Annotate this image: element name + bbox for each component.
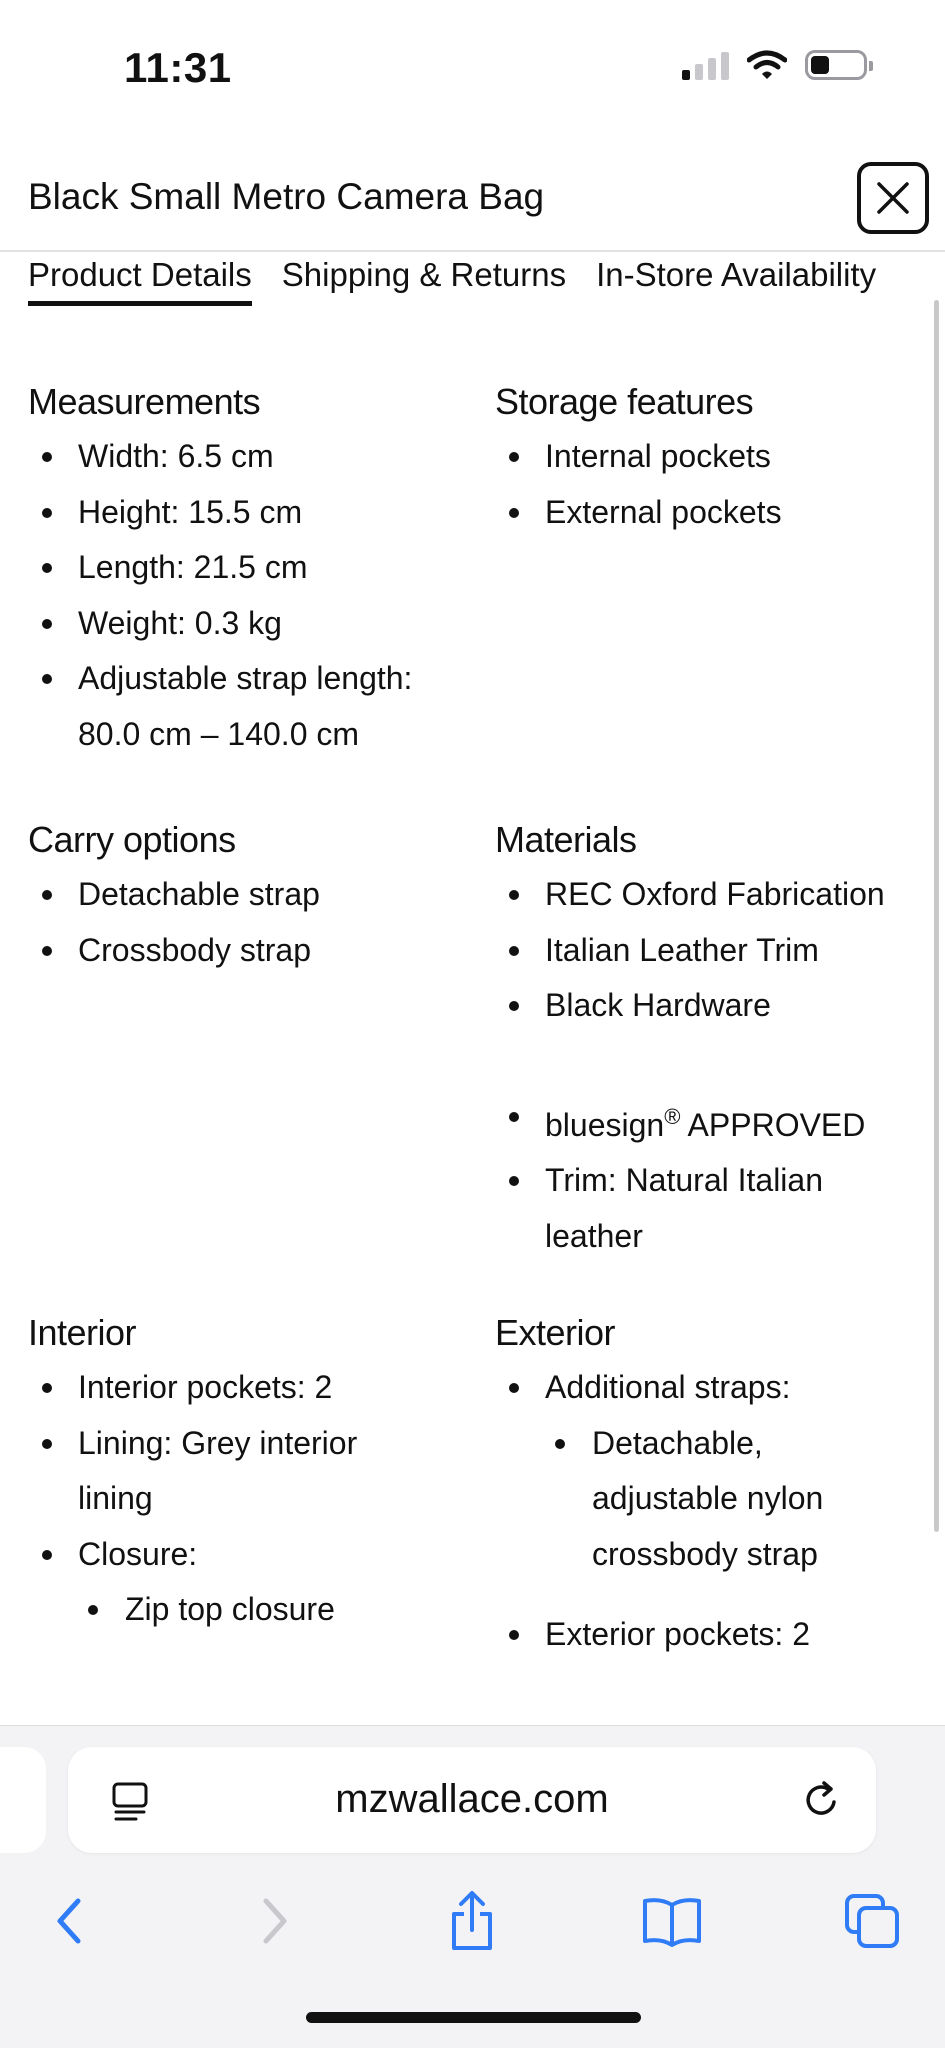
list-item: External pockets: [495, 485, 935, 541]
list-item: Height: 15.5 cm: [28, 485, 468, 541]
list-item: [28, 1416, 468, 1527]
cellular-signal-icon: [682, 50, 729, 80]
page-title: Black Small Metro Camera Bag: [28, 176, 545, 217]
list-item-line: Detachable,: [592, 1424, 763, 1461]
product-details-content: [0, 370, 945, 1725]
browser-toolbar: [0, 1881, 945, 1967]
close-button[interactable]: [857, 162, 929, 234]
storage-section: [495, 381, 935, 540]
section-title: Storage features: [495, 381, 754, 422]
materials-section: [495, 819, 935, 1264]
list-item: [495, 1089, 935, 1154]
wifi-icon: [747, 50, 787, 80]
close-icon: [875, 180, 911, 216]
list-item: Closure:: [28, 1527, 468, 1583]
interior-section: [28, 1312, 468, 1638]
list-item: Detachable strap: [28, 867, 468, 923]
browser-bar: [0, 1725, 945, 2048]
list-item-line: crossbody strap: [592, 1535, 818, 1572]
reload-icon[interactable]: [800, 1778, 844, 1822]
exterior-section: [495, 1312, 935, 1663]
bluesign-text: bluesign: [545, 1106, 665, 1143]
section-title: Interior: [28, 1312, 137, 1353]
interior-list: [28, 1360, 468, 1638]
list-item: [28, 651, 468, 762]
measurements-section: [28, 381, 468, 762]
share-icon: [446, 1890, 498, 1952]
previous-tab-peek[interactable]: [0, 1747, 46, 1853]
book-icon: [641, 1895, 703, 1947]
section-title: Exterior: [495, 1312, 616, 1353]
approved-text: APPROVED: [687, 1106, 866, 1143]
forward-button[interactable]: [234, 1881, 314, 1961]
carry-options-section: [28, 819, 468, 978]
tab-product-details[interactable]: Product Details: [28, 256, 252, 306]
storage-list: [495, 429, 935, 540]
list-item: [495, 1153, 935, 1264]
list-item: REC Oxford Fabrication: [495, 867, 935, 923]
list-item: Black Hardware: [495, 978, 935, 1034]
address-bar[interactable]: [68, 1747, 876, 1853]
section-title: Carry options: [28, 819, 236, 860]
sub-list-item: Zip top closure: [28, 1582, 468, 1638]
list-item: Internal pockets: [495, 429, 935, 485]
list-item: Italian Leather Trim: [495, 923, 935, 979]
product-header: [0, 140, 945, 252]
list-item: Exterior pockets: 2: [495, 1607, 935, 1663]
list-item-line: 80.0 cm – 140.0 cm: [78, 715, 360, 752]
tabs-button[interactable]: [832, 1881, 912, 1961]
sub-list-item: [495, 1416, 935, 1583]
list-item: Weight: 0.3 kg: [28, 596, 468, 652]
list-item: Crossbody strap: [28, 923, 468, 979]
bookmarks-button[interactable]: [632, 1881, 712, 1961]
chevron-right-icon: [254, 1895, 294, 1947]
carry-options-list: [28, 867, 468, 978]
materials-list: [495, 867, 935, 1264]
status-bar: [0, 0, 945, 140]
status-icons: [682, 50, 867, 80]
chevron-left-icon: [50, 1895, 90, 1947]
tab-shipping-returns[interactable]: Shipping & Returns: [281, 256, 567, 293]
list-item-line: lining: [78, 1480, 153, 1516]
section-title: Measurements: [28, 381, 261, 422]
url-text: mzwallace.com: [335, 1777, 609, 1821]
section-title: Materials: [495, 819, 637, 860]
details-tabs: [28, 256, 876, 306]
list-item-line: Trim: Natural Italian: [545, 1162, 823, 1198]
home-indicator[interactable]: [306, 2012, 641, 2023]
back-button[interactable]: [30, 1881, 110, 1961]
list-item: Width: 6.5 cm: [28, 429, 468, 485]
list-item-line: adjustable nylon: [592, 1480, 824, 1516]
share-button[interactable]: [432, 1881, 512, 1961]
list-item: Interior pockets: 2: [28, 1360, 468, 1416]
status-time: 11:31: [124, 44, 232, 91]
tabs-overview-icon: [843, 1892, 901, 1950]
list-item-line: leather: [545, 1217, 643, 1254]
measurements-list: [28, 429, 468, 762]
battery-icon: [805, 50, 867, 80]
list-item: Additional straps:: [495, 1360, 935, 1416]
tab-in-store-availability[interactable]: In-Store Availability: [596, 256, 877, 293]
registered-mark: ®: [664, 1103, 681, 1129]
list-item-line: Lining: Grey interior: [78, 1424, 358, 1461]
list-item: Length: 21.5 cm: [28, 540, 468, 596]
list-item-line: Adjustable strap length:: [78, 660, 413, 696]
exterior-list: [495, 1360, 935, 1663]
